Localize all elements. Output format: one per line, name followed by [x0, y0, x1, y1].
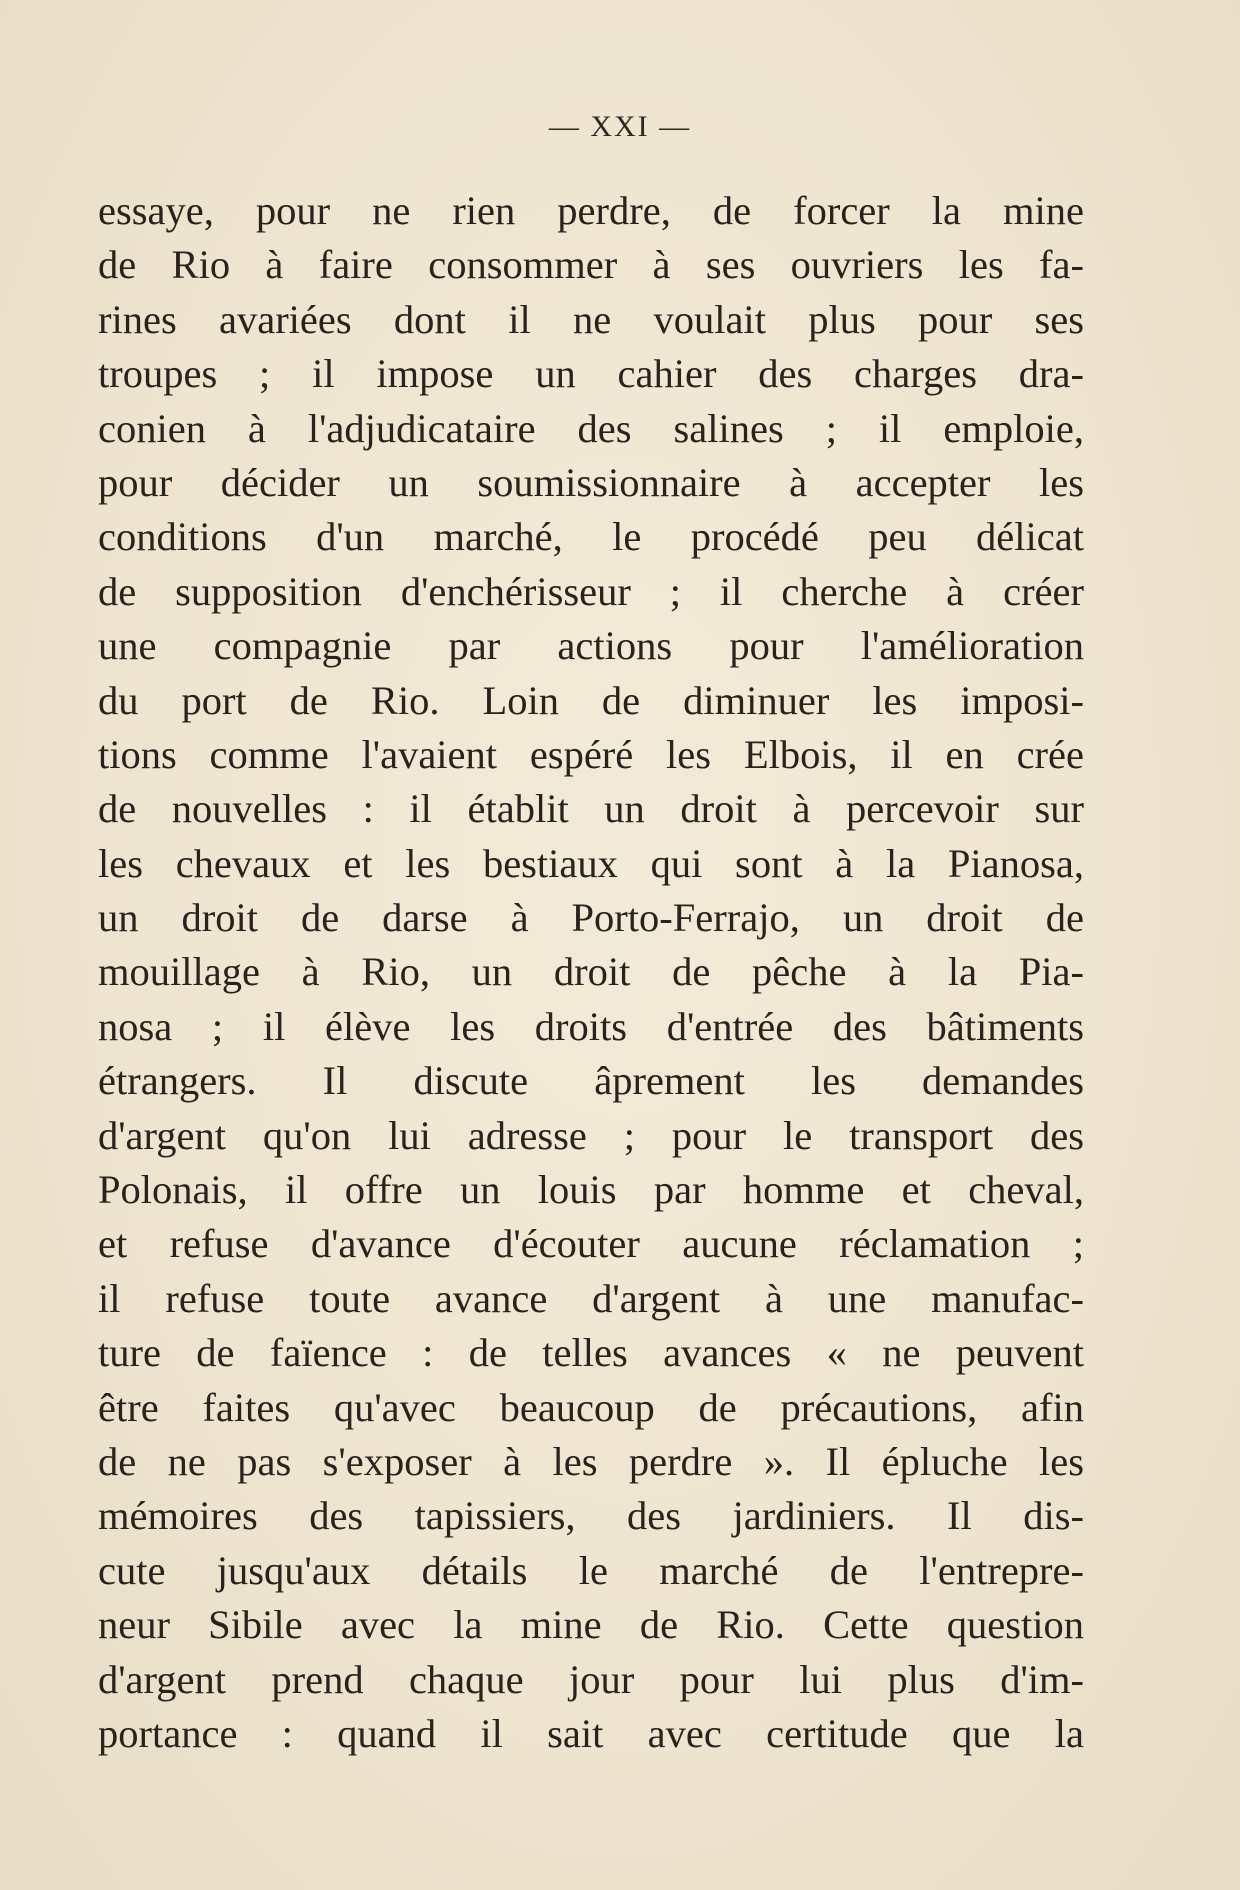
- text-line: troupes ; il impose un cahier des charges dra-: [98, 351, 1084, 397]
- text-line: tions comme l'avaient espéré les Elbois, il en crée: [98, 731, 1084, 777]
- text-line: il refuse toute avance d'argent à une manufac-: [98, 1275, 1084, 1321]
- text-line: de ne pas s'exposer à les perdre ». Il épluche les: [98, 1438, 1084, 1484]
- text-line: d'argent qu'on lui adresse ; pour le transport des: [98, 1112, 1084, 1158]
- text-line: mouillage à Rio, un droit de pêche à la Pia-: [98, 949, 1084, 995]
- text-line: de Rio à faire consommer à ses ouvriers les fa-: [98, 242, 1084, 288]
- text-line: de supposition d'enchérisseur ; il cherche à créer: [98, 568, 1084, 614]
- text-line: pour décider un soumissionnaire à accepter les: [98, 459, 1084, 505]
- text-line: conditions d'un marché, le procédé peu délicat: [98, 514, 1084, 560]
- text-line: une compagnie par actions pour l'amélioration: [98, 623, 1084, 669]
- body-text: [98, 184, 1084, 1761]
- text-line: essaye, pour ne rien perdre, de forcer la mine: [98, 188, 1084, 233]
- text-line: portance : quand il sait avec certitude que la: [98, 1710, 1084, 1756]
- text-line: ture de faïence : de telles avances « ne peuvent: [98, 1330, 1084, 1376]
- text-line: nosa ; il élève les droits d'entrée des bâtiments: [98, 1003, 1084, 1049]
- text-line: du port de Rio. Loin de diminuer les imposi-: [98, 677, 1084, 723]
- text-line: neur Sibile avec la mine de Rio. Cette question: [98, 1602, 1084, 1648]
- text-line: un droit de darse à Porto-Ferrajo, un droit de: [98, 895, 1084, 941]
- text-line: rines avariées dont il ne voulait plus pour ses: [98, 296, 1084, 342]
- text-line: d'argent prend chaque jour pour lui plus d'im-: [98, 1656, 1084, 1702]
- text-line: les chevaux et les bestiaux qui sont à la Pianosa,: [98, 840, 1084, 886]
- page-number: — XXI —: [548, 110, 692, 143]
- text-line: et refuse d'avance d'écouter aucune réclamation ;: [98, 1221, 1084, 1267]
- text-line: mémoires des tapissiers, des jardiniers. Il dis-: [98, 1493, 1084, 1539]
- text-line: Polonais, il offre un louis par homme et cheval,: [98, 1167, 1084, 1213]
- text-line: étrangers. Il discute âprement les demandes: [98, 1058, 1084, 1104]
- text-line: être faites qu'avec beaucoup de précautions, afin: [98, 1384, 1084, 1430]
- text-line: conien à l'adjudicataire des salines ; il emploie,: [98, 405, 1084, 451]
- text-line: cute jusqu'aux détails le marché de l'entrepre-: [98, 1547, 1084, 1593]
- text-line: de nouvelles : il établit un droit à percevoir sur: [98, 786, 1084, 832]
